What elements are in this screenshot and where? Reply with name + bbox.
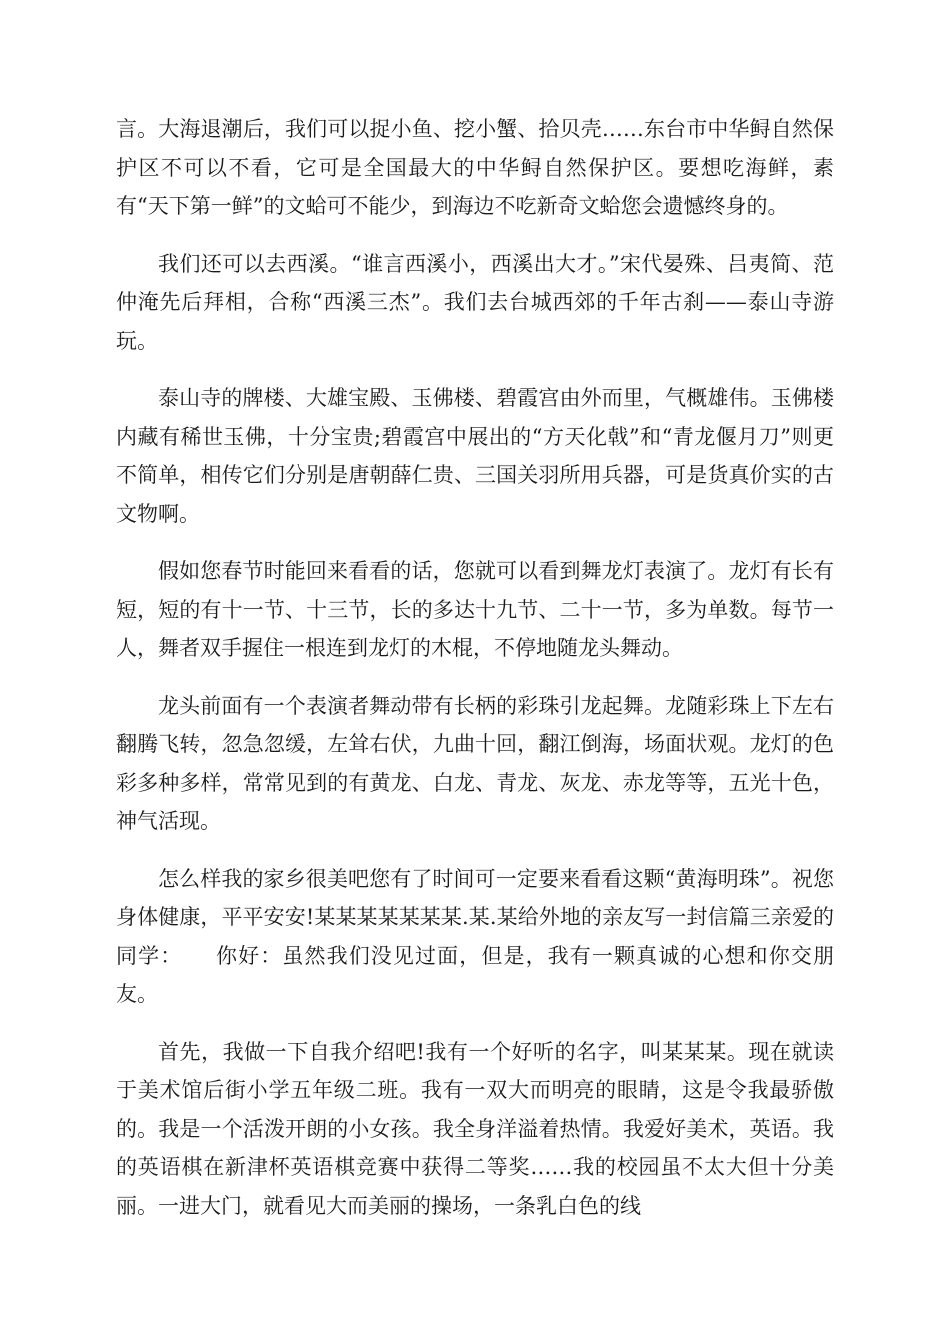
paragraph-self-introduction: 首先，我做一下自我介绍吧!我有一个好听的名字，叫某某某。现在就读于美术馆后街小学五年级二班。我有一双大而明亮的眼睛，这是令我最骄傲的。我是一个活泼开朗的小女孩。我全身洋溢着热情。我爱好美术，英语。我的英语棋在新津杯英语棋竞赛中获得二等奖……我的校园虽不太大但十分美丽。一进大门，就看见大而美丽的操场，一条乳白色的线 — [116, 1039, 834, 1218]
body-text — [116, 110, 834, 1244]
paragraph-dragon-dance: 龙头前面有一个表演者舞动带有长柄的彩珠引龙起舞。龙随彩珠上下左右翻腾飞转，忽急忽缓，左耸右伏，九曲十回，翻江倒海，场面状观。龙灯的色彩多种多样，常常见到的有黄龙、白龙、青龙、灰龙、赤龙等等，五光十色，神气活现。 — [116, 693, 834, 833]
paragraph-seafood: 言。大海退潮后，我们可以捉小鱼、挖小蟹、拾贝壳……东台市中华鲟自然保护区不可以不看，它可是全国最大的中华鲟自然保护区。要想吃海鲜，素有“天下第一鲜”的文蛤可不能少，到海边不吃新奇文蛤您会遗憾终身的。 — [116, 117, 834, 218]
paragraph-dragon-lantern: 假如您春节时能回来看看的话，您就可以看到舞龙灯表演了。龙灯有长有短，短的有十一节、十三节，长的多达十九节、二十一节，多为单数。每节一人，舞者双手握住一根连到龙灯的木棍，不停地随龙头舞动。 — [116, 559, 834, 660]
paragraph-xixi: 我们还可以去西溪。“谁言西溪小，西溪出大才。”宋代晏殊、吕夷简、范仲淹先后拜相，合称“西溪三杰”。我们去台城西郊的千年古刹——泰山寺游玩。 — [116, 251, 834, 353]
paragraph-letter-closing: 怎么样我的家乡很美吧您有了时间可一定要来看看这颗“黄海明珠”。祝您身体健康，平平安安!某某某某某某某.某.某给外地的亲友写一封信篇三亲爱的同学： 你好：虽然我们没见过面，但是，我有一颗真诚的心想和你交朋友。 — [116, 866, 834, 1006]
paragraph-taishan-temple: 泰山寺的牌楼、大雄宝殿、玉佛楼、碧霞宫由外而里，气概雄伟。玉佛楼内藏有稀世玉佛，十分宝贵;碧霞宫中展出的“方天化戟”和“青龙偃月刀”则更不简单，相传它们分别是唐朝薛仁贵、三国关羽所用兵器，可是货真价实的古文物啊。 — [116, 386, 834, 526]
